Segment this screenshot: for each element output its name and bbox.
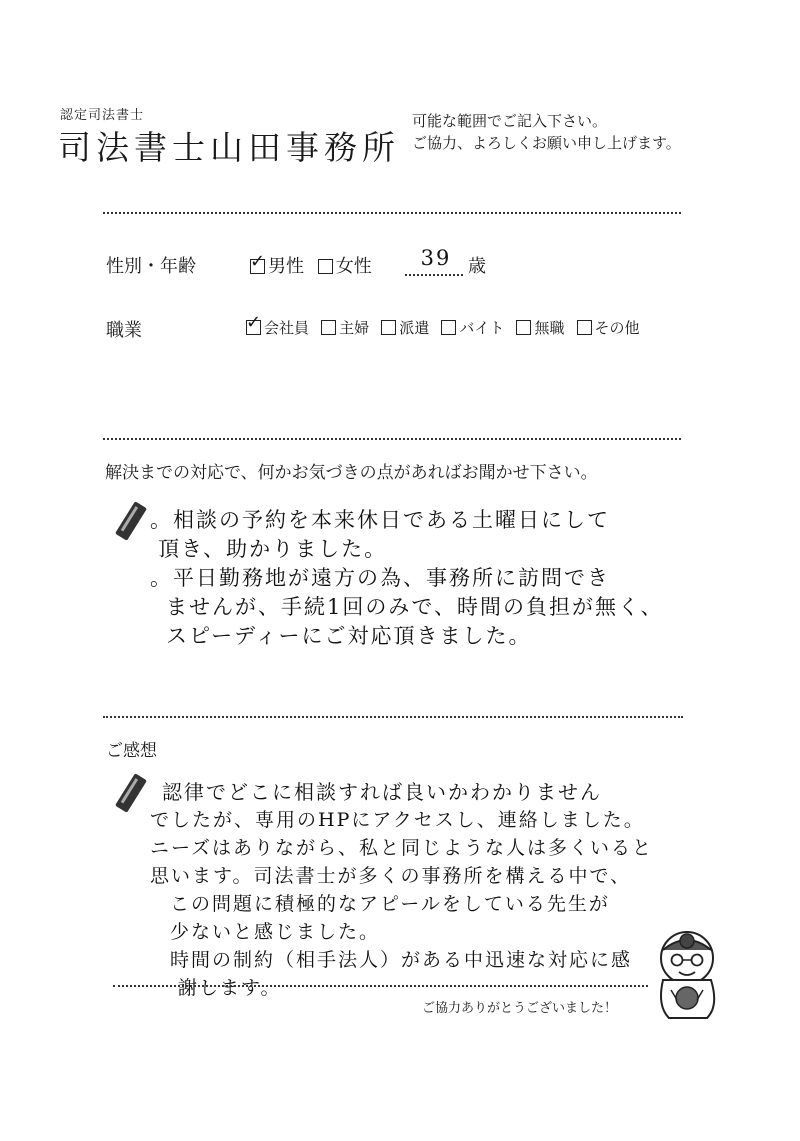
thanks-message: ご協力ありがとうございました！ — [422, 1001, 618, 1016]
gender-age-label: 性別・年齢 — [106, 256, 196, 277]
section2-answer[interactable] — [150, 778, 690, 1002]
checkbox-company-employee[interactable] — [246, 312, 262, 335]
pencil-icon — [115, 773, 147, 813]
checkbox-male[interactable] — [250, 251, 266, 274]
pencil-icon — [115, 501, 147, 541]
section1-question: 解決までの対応で、何かお気づきの点があればお聞かせ下さい。 — [105, 463, 598, 483]
occupation-option-unemployed[interactable] — [516, 319, 564, 337]
option-female[interactable] — [318, 256, 372, 277]
divider-bottom — [113, 985, 648, 987]
answer-line: 頂き、助かりました。 — [158, 537, 388, 561]
answer-line: 認律でどこに相談すれば良いかわかりません — [162, 780, 602, 804]
answer-line: ニーズはありながら、私と同じような人は多くいると — [150, 837, 654, 859]
office-name: 司法書士山田事務所 — [58, 128, 400, 167]
check-mark-icon: ✓ — [246, 312, 262, 333]
gender-options — [250, 252, 380, 278]
mascot-illustration — [645, 928, 735, 1024]
occupation-label-0: 会社員 — [264, 319, 310, 337]
occupation-option-part-time[interactable] — [441, 319, 504, 337]
answer-line: 謝します。 — [178, 977, 282, 999]
occupation-label-5: その他 — [594, 319, 640, 337]
age-unit: 歳 — [468, 256, 486, 277]
answer-line: スピーディーにご対応頂きました。 — [166, 624, 532, 648]
answer-line: この問題に積極的なアピールをしている先生が — [170, 893, 610, 915]
age-underline — [405, 274, 463, 276]
occupation-options — [246, 312, 647, 338]
divider-top — [103, 212, 681, 214]
answer-line: 。相談の予約を本来休日である土曜日にして — [150, 508, 610, 532]
occupation-label-2: 派遣 — [399, 319, 430, 337]
occupation-option-temp-staff[interactable] — [381, 319, 429, 337]
checkbox-other[interactable] — [577, 320, 592, 335]
checkbox-unemployed[interactable] — [516, 320, 531, 335]
checkbox-temp-staff[interactable] — [381, 320, 396, 335]
office-subtitle: 認定司法書士 — [60, 108, 145, 123]
occupation-label-1: 主婦 — [339, 319, 370, 337]
male-label: 男性 — [268, 256, 304, 277]
occupation-option-housewife[interactable] — [321, 319, 369, 337]
occupation-option-other[interactable] — [577, 319, 640, 337]
answer-line: ませんが、手続1回のみで、時間の負担が無く、 — [166, 595, 664, 619]
divider-section1 — [103, 438, 681, 440]
checkbox-housewife[interactable] — [321, 320, 336, 335]
divider-section2 — [103, 716, 683, 718]
female-label: 女性 — [335, 256, 372, 277]
answer-line: 。平日勤務地が遠方の為、事務所に訪問でき — [150, 566, 610, 590]
answer-line: 少ないと感じました。 — [170, 921, 381, 943]
checkbox-female[interactable] — [318, 259, 333, 274]
answer-line: 思います。司法書士が多くの事務所を構える中で、 — [150, 865, 632, 887]
occupation-label: 職業 — [106, 320, 142, 341]
section2-heading: ご感想 — [106, 741, 157, 761]
option-male[interactable] — [250, 251, 310, 277]
answer-line: 時間の制約（相手法人）がある中迅速な対応に感 — [170, 949, 633, 971]
check-mark-icon: ✓ — [250, 251, 266, 272]
occupation-label-4: 無職 — [534, 319, 565, 337]
occupation-label-3: バイト — [459, 319, 505, 337]
checkbox-part-time[interactable] — [441, 320, 456, 335]
intro-note-line2: ご協力、よろしくお願い申し上げます。 — [412, 134, 681, 152]
age-value[interactable]: 39 — [420, 246, 452, 270]
answer-line: でしたが、専用のHPにアクセスし、連絡しました。 — [150, 809, 645, 831]
intro-note-line1: 可能な範囲でご記入下さい。 — [412, 112, 608, 130]
occupation-option-company-employee[interactable] — [246, 312, 310, 337]
section1-answer[interactable] — [150, 506, 690, 651]
